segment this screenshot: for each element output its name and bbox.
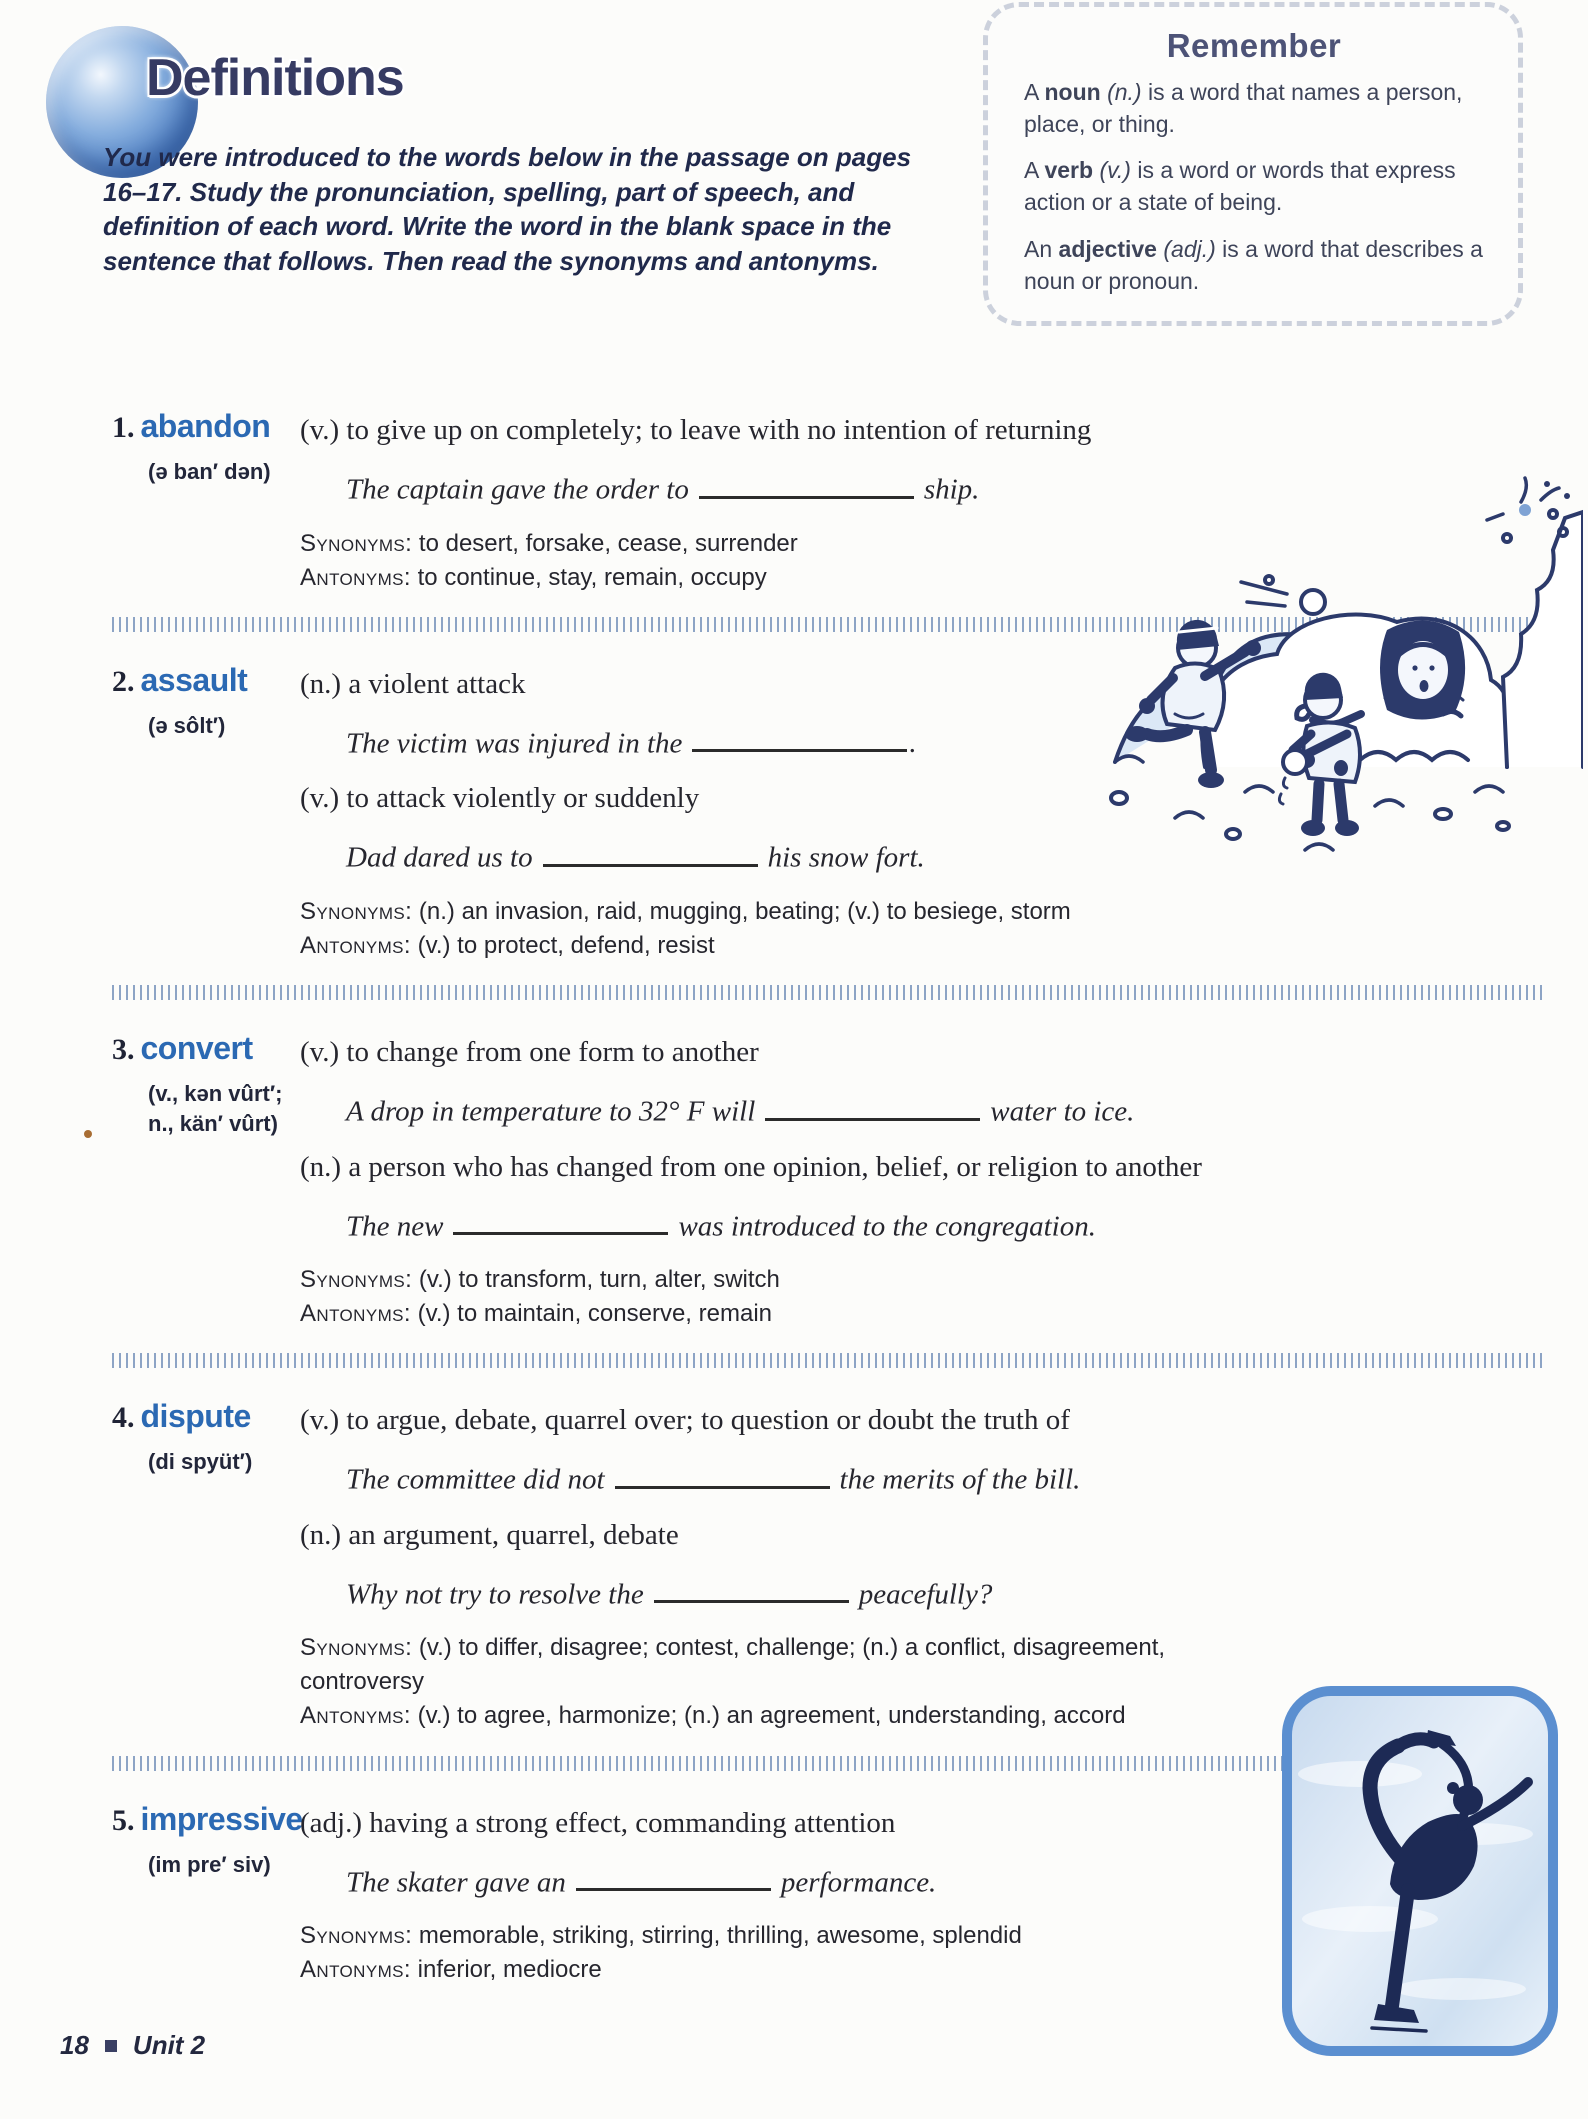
section-divider [112,985,1547,1000]
example-sentence: The new was introduced to the congregation. [346,1202,1360,1243]
fill-in-blank [543,833,758,866]
section-divider [112,617,1547,632]
footer-square-icon [105,2040,117,2052]
definition: (v.) to argue, debate, quarrel over; to question or doubt the truth of [300,1404,1070,1437]
entry-pronunciation: (v., kən vûrt′; n., kän′ vûrt) [148,1080,283,1136]
definition: (n.) a violent attack [300,667,526,700]
entry-number: 5. [112,1803,135,1837]
entry-abandon [112,408,1547,595]
fill-in-blank [453,1202,668,1235]
entry-assault [112,662,1547,963]
entry-headword: abandon [140,408,271,444]
antonyms-line: Antonyms: (v.) to protect, defend, resist [300,931,715,959]
unit-label: Unit 2 [132,2030,206,2060]
entry-headword: assault [140,661,248,698]
fill-in-blank [576,1858,771,1891]
synonyms-line: Synonyms: memorable, striking, stirring, thrilling, awesome, splendid [300,1922,1022,1950]
synonyms-line: Synonyms: (n.) an invasion, raid, mugging, beating; (v.) to besiege, storm [300,897,1071,925]
fill-in-blank [765,1087,980,1120]
entry-headword: convert [140,1029,253,1066]
antonyms-line: Antonyms: (v.) to maintain, conserve, remain [300,1300,772,1328]
definition: (adj.) having a strong effect, commanding attention [300,1806,896,1839]
entry-number: 2. [112,664,135,698]
entry-pronunciation: (ə sôlt′) [148,712,226,738]
definition: (v.) to attack violently or suddenly [300,782,700,815]
entry-number: 3. [112,1032,135,1066]
entry-headword: impressive [140,1800,303,1837]
antonyms-line: Antonyms: to continue, stay, remain, occupy [300,563,767,591]
fill-in-blank [699,465,914,498]
synonyms-line: Synonyms: (v.) to transform, turn, alter, switch [300,1266,780,1294]
definition: (n.) a person who has changed from one opinion, belief, or religion to another [300,1150,1202,1183]
definition: (v.) to give up on completely; to leave with no intention of returning [300,414,1092,446]
remember-noun-rule: A noun (n.) is a word that names a person, place, or thing. [1024,79,1463,137]
intro-paragraph: You were introduced to the words below in the passage on pages 16–17. Study the pronunciation, spelling, part of speech, and definition of each word. Write the word in the blank space in the sentence that follows. Then read the synonyms and antonyms. [103,142,912,276]
entry-number: 1. [112,411,135,444]
entry-headword: dispute [140,1398,251,1435]
example-sentence: Dad dared us to his snow fort. [346,833,1385,874]
synonyms-line: Synonyms: to desert, forsake, cease, surrender [300,529,798,557]
definition: (n.) an argument, quarrel, debate [300,1518,679,1551]
entry-pronunciation: (ə ban′ dən) [148,459,271,484]
definition: (v.) to change from one form to another [300,1035,759,1068]
page-number: 18 [60,2030,89,2060]
entry-pronunciation: (di spyüt′) [148,1449,253,1475]
example-sentence: Why not try to resolve the peacefully? [346,1570,1360,1611]
remember-verb-rule: A verb (v.) is a word or words that express action or a state of being. [1024,157,1456,216]
section-divider [112,1353,1547,1368]
antonyms-line: Antonyms: inferior, mediocre [300,1956,602,1984]
stray-mark [84,1130,92,1138]
entry-convert [112,1030,1547,1331]
remember-adjective-rule: An adjective (adj.) is a word that describes a noun or pronoun. [1024,235,1483,294]
figure-skater-photo [1280,1684,1560,2058]
example-sentence: The skater gave an performance. [346,1858,1260,1899]
example-sentence: The committee did not the merits of the bill. [346,1455,1360,1496]
antonyms-line: Antonyms: (v.) to agree, harmonize; (n.) an agreement, understanding, accord [300,1702,1126,1730]
page-title: Definitions [146,49,404,107]
page-footer [60,2030,205,2061]
entry-pronunciation: (im pre′ siv) [148,1851,271,1877]
fill-in-blank [654,1570,849,1603]
example-sentence: The captain gave the order to ship. [346,465,1385,506]
synonyms-line: Synonyms: (v.) to differ, disagree; contest, challenge; (n.) a conflict, disagreement, controversy [300,1634,1166,1696]
fill-in-blank [615,1455,830,1488]
remember-box [983,2,1523,326]
remember-title: Remember [1166,27,1342,64]
example-sentence: A drop in temperature to 32° F will water to ice. [346,1087,1360,1128]
fill-in-blank [692,719,907,752]
entry-number: 4. [112,1401,135,1435]
example-sentence: The victim was injured in the . [346,719,1385,760]
